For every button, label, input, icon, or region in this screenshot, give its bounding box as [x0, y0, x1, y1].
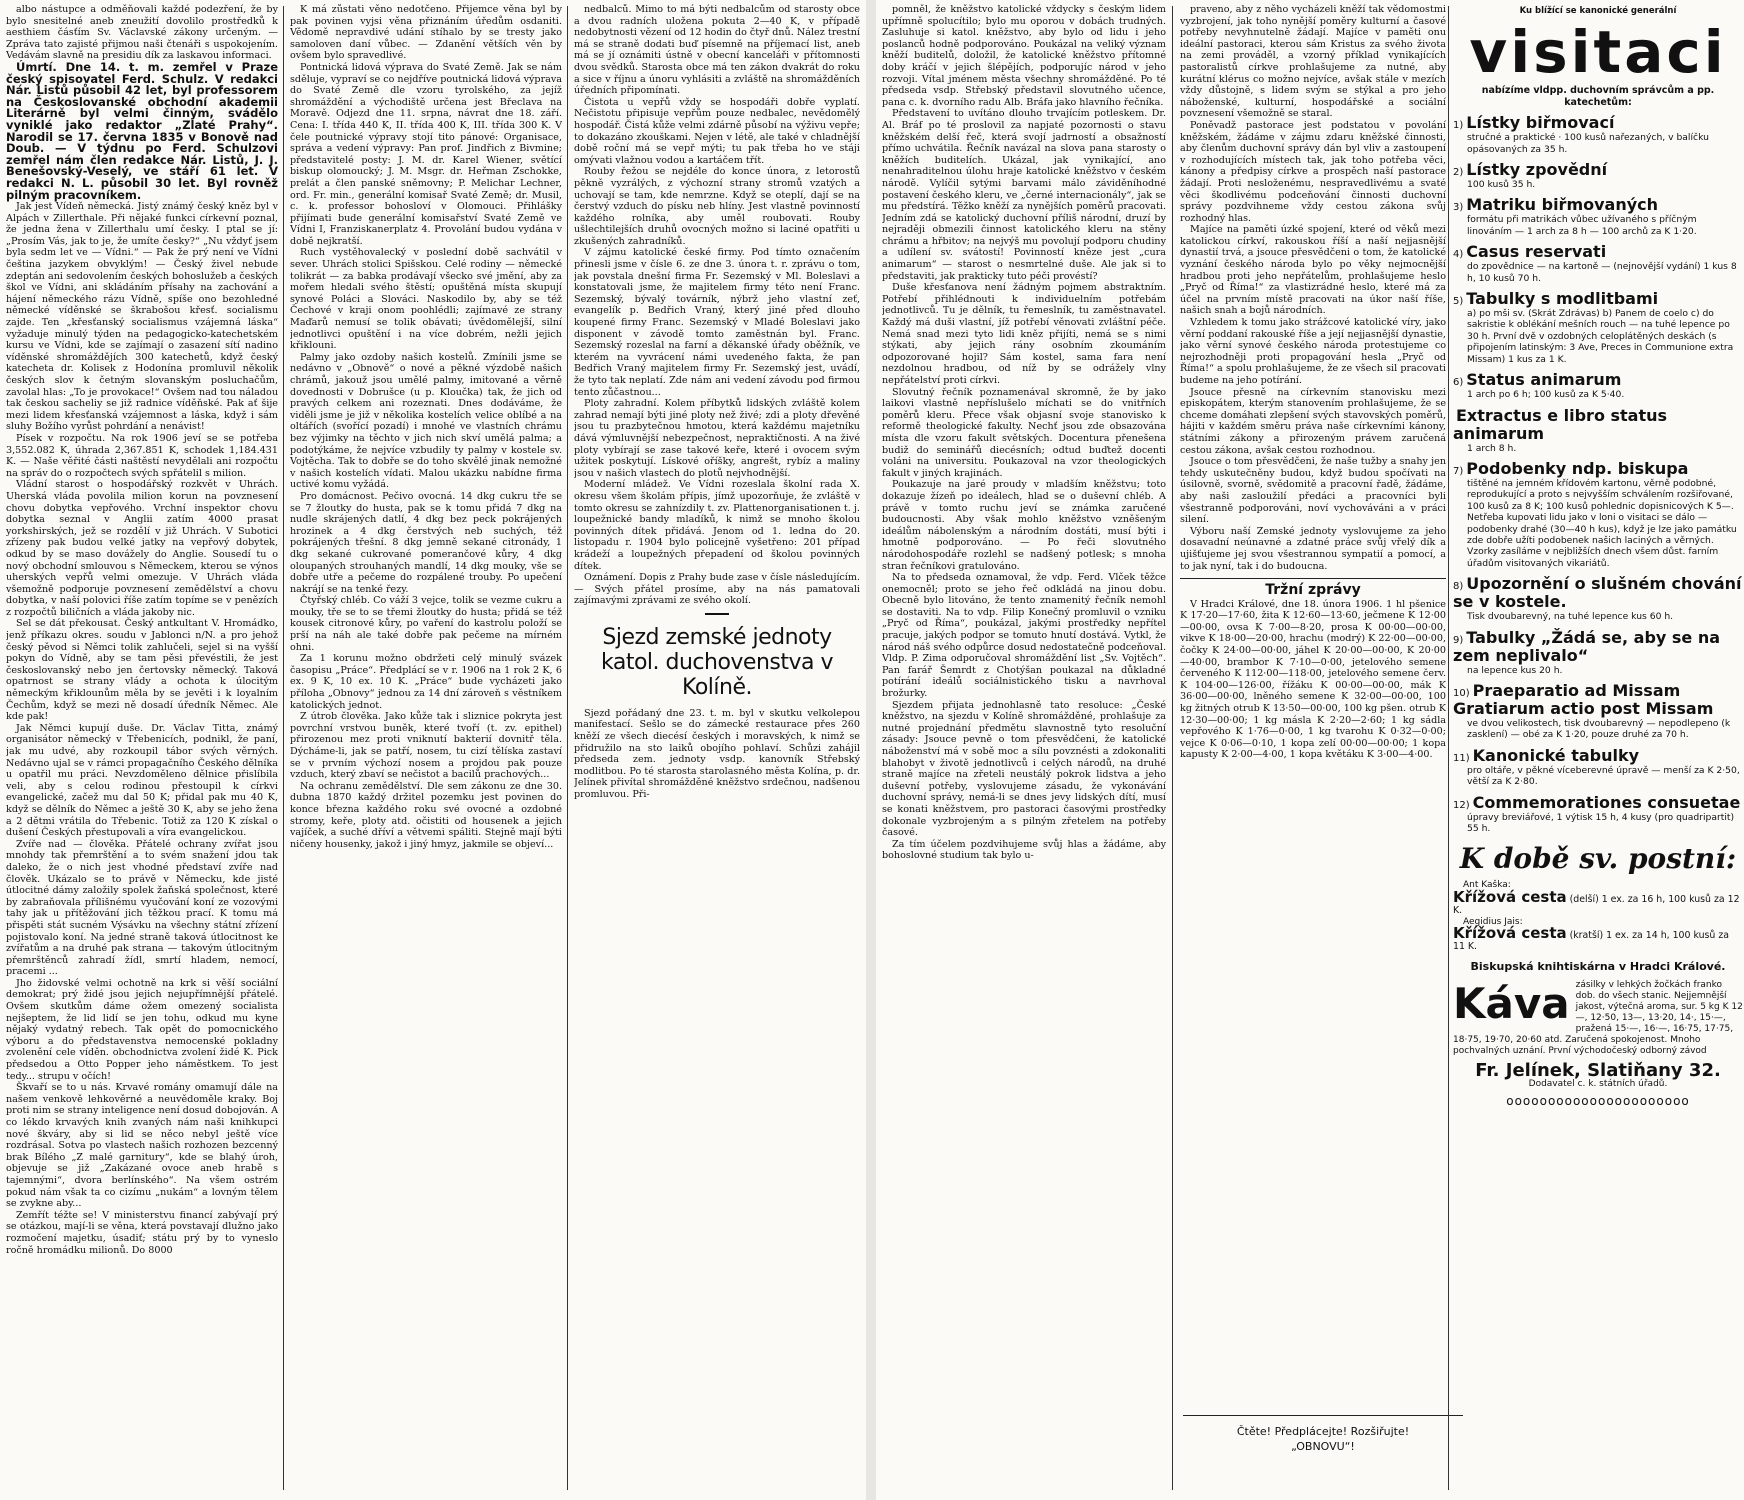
- article: V zájmu katolické české firmy. Pod tímto označením přinesli jsme v čísle 6. ze dne 3. února t. r. zprávu o tom, jak povstala dnešní firma Fr. Sezemský v Ml. Boleslavi a konstatovali jsme, že majitelem firmy této není Franc. Sezemský, bývalý továrník, nýbrž jeho vlastní zeť, evangelík p. Bedřich Vraný, který jiné před dlouho koupené firmy Franc. Sezemský v Mladé Boleslavi jako disponent v závodě tomto zaměstnán byl. Franc. Sezemský rozeslal na farní a děkanské úřady oběžník, ve kterém na vyvrácení námi uvedeného fakta, že pan Bedřich Vraný majitelem firmy Fr. Sezemský jest, uvádí, že tyto tak neplatí. Zde nám ani vedení závodu pod firmou tento zůčastnou...: [574, 247, 860, 398]
- article: Písek v rozpočtu. Na rok 1906 jeví se se potřeba 3,552.082 K, úhrada 2,367.851 K, schodek 1,184.431 K. — Naše věřité části naštěstí nevydělali ani rozpočtu na správ do o rozpočtech svých spřátelil s milion.: [6, 432, 278, 479]
- ad-item-desc: a) po mši sv. (Skrát Zdrávas) b) Panem de coelo c) do sakristie k oblékání mešních rouch — na tuhé lepence po 30 h. První dvě v ozdobných celoplátěných deskách (s připojením latinským: 3 Ave, Preces in Communione extra Missam) 1 kus za 1 K.: [1467, 308, 1734, 365]
- headline-sjezd: Sjezd zemské jednoty katol. duchovenstva v Kolíně.: [600, 624, 834, 700]
- ad-item-number: 12): [1453, 799, 1470, 811]
- paragraph: Poukazuje na jaré proudy v mladším kněžstvu; toto dokazuje žízeň po ideálech, hlad se o duševní chléb. A právě v tomto ruchu jeví se známka zaručené budoucnosti. Aby však mohlo kněžstvo vzněšeným ideálům nábolenským a národním dostáti, musí býti i hmotně podporováno. — Po řeči slovutného národohospodáře rozlehl se nadšený potlesk; s mnoha stran řečníkovi gratulováno.: [882, 479, 1166, 572]
- ad-item: [1453, 196, 1743, 237]
- left-column-1: [6, 4, 278, 1494]
- ad-item-desc: na lepence kus 20 h.: [1467, 664, 1563, 676]
- ad-item-title: Lístky biřmovací: [1466, 113, 1615, 133]
- column-rule: [567, 6, 568, 1490]
- article: Sel se dát překousat. Český antkultant V. Hromádko, jenž příkazu okres. soudu v Jablonci n/N. a pro jehož český pěvod si Němci tolik zahlučeli, sejel si na vyšší pokyn do Vídně, aby se tam pěsi převéstili, že jest českoslovanský nebo jen čertovsky německý. Taková opatrnost se strany vlády a ochota k úlocitým německým křiklounům měla by se jevěti i k loyalním Čechům, když se mezi ně dosadí úředník Němec. Ale kde pak!: [6, 618, 278, 723]
- article: Jak jest Vídeň německá. Jistý známý český kněz byl v Alpách v Zillerthale. Při nějaké funkci církevní poznal, že jedna žena v Zillerthalu umí česky. I ptal se jí: „Prosím Vás, jak to je, že umíte česky?“ „Nu vždyť jsem byla sedm let ve — Vídni.“ — Pak že prý není ve Vídni čeština jazykem obvyklým! — Český živel nebude zdeptán ani sedovolením českých bohoslužeb a českých škol ve Vídni, ani skládáním přísahy na zachování a hájení německého rázu Vídně, spíše ono bezohledné německé víděnské se škrabošou křesť. socialismu zajde. Ten „křesťanský socialismus vzájemná láska“ vyžaduje minulý týden na pedagogicko-katechetském kursu ve Vídni, kde se zajímají o zasazení sítí nadino víděnské shromáždějích 300 katechetů, když český katecheta dr. Kolisek z Hodonína promluvil několik českých slov k četným slovanským posluchačům, zavolal hlas: „To je provokace!“ Ovšem nad tou náladou tak českou sacheliy se již radnice víděňské. Pak ať šije mezi lidem křesťanská vzájemnost a láska, když i sám sluhy Božího vyrůst pohrdání a nenávist!: [6, 201, 278, 433]
- section-divider: [705, 613, 729, 615]
- ad-item-title: Lístky zpovědní: [1466, 160, 1608, 180]
- column-rule: [1448, 6, 1449, 1490]
- ad-item-desc: pro oltáře, v pěkné víceberevné úpravě — menší za K 2·50, větší za K 2·80.: [1467, 764, 1740, 788]
- article: Pro domácnost. Pečivo ovocná. 14 dkg cukru tře se se 7 žloutky do husta, pak se k tomu přidá 7 dkg na nudle skrájených datlí, 4 dkg bez peck pokrájených hrozinek a 4 dkg čerstvých neb suchých, též pokrájených třešní. 8 dkg jemně sekané citronády, 1 dkg sekané cukrované pomerančové kůry, 4 dkg oloupaných strouhaných mandlí, 14 dkg mouky, vše se dobře utře a pečeme do rozpálené trouby. Po upečení nakrájí se na tenké řezy.: [290, 490, 562, 595]
- ad-item-desc: 1 arch 8 h.: [1467, 442, 1517, 454]
- right-column-1: [882, 4, 1166, 1494]
- ad-item: [1453, 629, 1743, 676]
- article: Jho židovské velmi ochotně na krk si věší sociální demokrat; prý židé jsou jejich nejupřímnější přátelé. Ovšem skutkům dáme ožem omezený socialista nejšeptem, že lid lidí se jen tohu, odkud mu kyne nějaký vydatný rebech. Tak opět do pomocnického výboru a do představenstva nemocenské pokladny zvolenění cele víděn. obchodnictva zvolení židé K. Pick předsedou a Otto Popper jeho náměstkem. To jest tedy... strupu v očích!: [6, 977, 278, 1082]
- paragraph: praveno, aby z něho vycházeli kněží tak vědomostmi vyzbrojení, jak toho nynější poměry kulturní a časové potřeby nevyhnutelně žádají. Majíce v paměti onu ideální pastoraci, kterou sám Kristus za svého života na zemi prováděl, a vzorný příklad vynikajících pastoralistů církve prohlašujeme za nutné, aby kurátní klérus co možno nejvíce, avšak stále v mezích vždy důstojně, s lidem svým se stýkal a pro jeho náboženské, kulturní, hospodářské a sociální povznesení všemožně se staral.: [1180, 4, 1446, 120]
- article: nedbalců. Mimo to má býti nedbalcům od starosty obce a dvou radních uložena pokuta 2—40 K, v případě nedobytnosti vězení od 12 hodin do čtyř dnů. Nález trestní má se straně dodati buď písemně na příjemací list, aneb má se jí oznámiti ústně v obecní kanceláři v přítomnosti dvou svědků. Starosta obce má ten zákon dvakrát do roku a sice v říjnu a únoru vyhlásiti a zvláště na shromážděních úředních připomínati.: [574, 4, 860, 97]
- ad-item-desc: tištěné na jemném křídovém kartonu, věrně podobné, reprodukující a proto s nejvyšším schválením rozšiřované, 100 kusů za 8 K; 100 kusů pohlednic dopisnicových K 5—. Netřeba kupovati lidu jako v loni o visitaci se dálo — podobenky drahé (30—40 h kus), když je lze jako památku zde dobře užíti podobenek našich laciných a věrných. Vzorky zasíláme v nejbližších dnech všem důst. farním úřadům visitovaných vikariátů.: [1467, 477, 1737, 569]
- paragraph: Představení to uvítáno dlouho trvajícím potleskem. Dr. Al. Bráf po té proslovil za napjaté pozornosti o stavu kněžském delší řeč, která svojí jadrností a obsažností přímo uchvátila. Řečník navázal na slova pana starosty o kněžích buditelích. Ukázal, jak vynikající, ano nenahraditelnou úlohu hraje katolické kněžstvo v českém národě. Vylíčil sytými barvami málo záviděníhodné postavení českého kleru, ve „černé internacionály“, jak se mu předstírá. Těžko kněží za nynějších poměrů pracovati. Jedním zdá se katolický duchovní příliš národní, druzí by nejraději obmezili činnost katolického kleru na stěny chrámu a hřbitov; na nejvýš mu povolují podporu chudiny a udílení sv. svátostí! Povinností kněze jest „cura animarum“ — starost o nesmrtelné duše. Ale jak si to představiti, jak prakticky tuto péči provéstí?: [882, 108, 1166, 282]
- ad-item: [1453, 460, 1743, 569]
- paragraph: albo nástupce a odměňovali každé podezření, že by bylo snesitelné aneb zneužití dovolilo prostředků k aesthiem čásťím Sv. Václavské zákony určeným. — Zpráva tato zajisté přijmou naši čtenáři s uspokojením. Vedávám slavně na presidiu dík za laskavou informaci.: [6, 4, 278, 62]
- article: Úmrtí. Dne 14. t. m. zemřel v Praze český spisovatel Ferd. Schulz. V redakci Nár. Listů působil 42 let, byl professorem na Českoslovanské obchodní akademii Literárně byl velmi činným, svádělo vyniklé jako redaktor „Zlaté Prahy“. Narodil se 17. června 1835 v Bonově nad Doub. — V týdnu po Ferd. Schulzovi zemřel nám člen redakce Nár. Listů, J. J. Benešovský-Veselý, ve stáří 61 let. V redakci N. L. působil 30 let. Byl rovněž pilným pracovníkem.: [6, 59, 278, 202]
- merchant-note: Dodavatel c. k. státních úřadů.: [1528, 1078, 1668, 1089]
- vendor-name: Ant Kaška:: [1463, 880, 1511, 891]
- article: Ruch vystěhovalecký v poslední době sachvátil v sever. Uhrách stolici Spišskou. Celé rodiny — německé tolikrát — za babka prodávají všecko své jmění, aby za mořem hledali svého štěstí; opuštěná místa skupují synové Poláci a Slováci. Naskodilo by, aby se též Čechové v kraji onom poohlédli; zajímavé ze strany Maďarů nemusí se tolik obávati; úvědomělejší, silní jednotlivci opuštění i na více dobrém, nežli jejich křiklouni.: [290, 247, 562, 352]
- article: Oznámení. Dopis z Prahy bude zase v čísle následujícím. — Svých přátel prosíme, aby na nás pamatovali zajímavými zprávami ze svého okolí.: [574, 572, 860, 607]
- ad-item-desc: stručné a praktické · 100 kusů nařezaných, v balíčku opásovaných za 35 h.: [1467, 132, 1709, 155]
- right-column-2: [1180, 4, 1446, 1344]
- subscription-call: [1183, 1415, 1463, 1454]
- market-news-text: V Hradci Králové, dne 18. února 1906. 1 hl pšenice K 17·20—17·60, žita K 12·60—13·60, ječmene K 12·00—00·00, ovsa K 7·00—8·20, prosa K 00·00—00·00, vikve K 18·00—20·00, hrachu (modrý) K 22·00—00·00, čočky K 24·00—00·00, jáhel K 20·00—00·00, K 20·00—40·00, brambor K 7·10—0·00, jetelového semene červeného K 112·00—118·00, jetelového semene červ. K 104·00—126·00, řížáku K 00·00—00·00, mák K 36·00—00·00, lněného semene K 32·00—00·00, 100 kg žitných otrub K 13·50—00·00, 100 kg pšen. otrub K 12·30—00·00; 1 kg másla K 2·20—2·60; 1 kg sádla vepřového K 1·76—0·00, 1 kg tvarohu K 0·32—0·00; vejce K 0·06—0·10, 1 kopa zelí 00·00—00·00; 1 kopa kapusty K 2·00—4·00, 1 kopa květáku K 3·00—4·00.: [1180, 598, 1446, 761]
- ad-item-title: Praeparatio ad Missam Gratiarum actio post Missam: [1453, 680, 1714, 718]
- article: Ploty zahradní. Kolem příbytků lidských zvláště kolem zahrad nemají býti jiné ploty než živé; zdi a ploty dřevěné jsou tu prazbytečnou hmotou, která každému majetníku dává výmluvnější nebezpečnost, nepraktičnosti. A na živé ploty vybírají se zase takové keře, které i ovocem svým užitek poskytují. Lískové oříšky, angrešt, rybíz a maliny jsou v našich vlastech do plotů nejvhodnější.: [574, 398, 860, 479]
- printer-name: Biskupská knihtiskárna v Hradci Králové.: [1470, 959, 1726, 973]
- ad-item-desc: Tisk dvoubarevný, na tuhé lepence kus 60 h.: [1467, 611, 1674, 623]
- article: Jak Němci kupují duše. Dr. Václav Titta, známý organisátor německý v Třebenicích, podnikl, že paní, jak mu udvé, aby rozkoupil tábor svých věrných. Nedávno ujal se v rámci propagačního Českého dělníka u opatřil mu práci. Nevzdoměleno dělnice přislíbila veli, aby s celou rodinou přestoupil k církvi evangelické, začež mu dal 50 K; přidal pak mu 40 K, když se dělník do Němec a ještě 30 K, aby se jeho žena a 2 dětmi vrátila do Třebenic. Totiž za 120 K získal o dušení Českých přestupovali a víra evangelickou.: [6, 722, 278, 839]
- ad-item: [1453, 371, 1743, 400]
- column-rule: [1172, 6, 1173, 1490]
- ad-item-title: Status animarum: [1466, 370, 1622, 390]
- ad-item-number: 11): [1453, 752, 1470, 764]
- ad-item-number: 5): [1453, 296, 1464, 308]
- advertisement-column: [1453, 4, 1743, 1494]
- article: Vládní starost o hospodářský rozkvět v Uhrách. Uherská vláda povolila milion korun na povznesení chovu dobytka vepřového. Vrchní inspektor chovu dobytka seznal v Anglii zatím 4000 prasat yorkshirských, jež se rozdělí v již Uhrách. V Subotici zřízeny pak budou velké jatky na vepřový dobytek, odkud by se maso dovážely do Anglie. Sousedí tu o nový obchodní smlouvou s Německem, kterou se výnos uherských vepřů velmi omezuje. V Uhrách vláda všemožně podporuje povznesení zemědělství a chovu dobytka, v naší polovici říše zatím topíme se v penězích z rozpočtů biličních a vláda jakoby nic.: [6, 479, 278, 618]
- page-gutter: [866, 0, 876, 1500]
- subscription-paper-name: „OBNOVU“!: [1291, 1440, 1355, 1453]
- article: Moderní mládež. Ve Vídni rozeslala školní rada X. okresu všem školám přípis, jímž upozorňuje, že zvláště v tomto okresu se zahnízdily t. zv. Plattenorganisationen t. j. loupežnické bandy mladíků, k nimž se mnoho školou povinných dítek přidává. Jenom od 1. ledna do 20. listopadu r. 1904 bylo policejně vyšetřeno: 201 případ krádeží a loupežných přepadení od školou povinných dítek.: [574, 479, 860, 572]
- ad-item-desc: úpravy breviářové, 1 výtisk 15 h, 4 kusy (pro quadripartit) 55 h.: [1467, 811, 1735, 834]
- ad-item: [1453, 114, 1743, 155]
- ad-item: [1453, 161, 1743, 190]
- ornamental-border: oooooooooooooooooooooo: [1506, 1096, 1690, 1108]
- paragraph: Duše křesťanova není žádným pojmem abstraktním. Potřebí přihlédnouti k individuelním potřebám jednotlivců. Tu je dělník, tu řemeslník, tu zaměstnavatel. Každý má duši vlastní, jíž potřebí věnovati zvláštní péče. Nemá snad mezi tyto lidi kněz přijíti, nemá se s nimi stýkati, aby jejich rány osobním zkoumáním odpozorované hojil? Sám kostel, sama fara není nezdolnou hradbou, od níž by se odrážely vlny nepřátelství proti církvi.: [882, 282, 1166, 386]
- market-news-title: Tržní zprávy: [1265, 582, 1361, 599]
- paragraph: Vzhledem k tomu jako strážcové katolické víry, jako věrní poddaní rakouské říše a její nejjasnější dynastie, jako věrní synové českého národa protestujeme co nejrozhodněji proti propagování hesla „Pryč od Říma!“ a spolu prohlašujeme, že ze všech sil pracovati budeme na jeho potírání.: [1180, 317, 1446, 386]
- article: Z útrob člověka. Jako kůže tak i sliznice pokryta jest povrchní vrstvou buněk, které tvoří (t. zv. epithel) přirozenou mez proti vniknutí bakterií dovnitř těla. Dýcháme-li, jak se patří, nosem, tu cizí tělíska zastaví se v prvním výchozí nosem a projdou pak pouze vzduch, který zbaví se nečistot a bacilů prachových...: [290, 711, 562, 781]
- ad-item-desc: ve dvou velikostech, tisk dvoubarevný — nepodlepeno (k zasklení) — obé za K 1·20, pouze druhé za 70 h.: [1467, 717, 1731, 741]
- ad-item-title: Tabulky s modlitbami: [1466, 289, 1659, 309]
- ad-headline: visitaci: [1469, 18, 1727, 87]
- ad-item-title: Upozornění o slušném chování se v kostele.: [1453, 574, 1742, 612]
- ad-item-number: 6): [1453, 377, 1464, 389]
- article: Na ochranu zemědělství. Dle sem zákonu ze dne 30. dubna 1870 každý držitel pozemku jest povinen do konce března každého roku své ovocné a ozdobné stromy, keře, ploty atd. očistiti od housenek a jejich vajíček, a suché dříví a větvemi spáliti. Stejně mají býti ničeny housenky, jakož i jiný hmyz, jakmile se objeví...: [290, 780, 562, 850]
- ad-item: [1453, 407, 1743, 454]
- ad-item-desc: 1 arch po 6 h; 100 kusů za K 5·40.: [1467, 389, 1625, 401]
- paragraph: Výboru naší Zemské jednoty vyslovujeme za jeho dosavadní neúnavné a zdatné práce svůj vřelý dík a ujišťujeme jej svou všestrannou sympatií a pomocí, a to jak nyní, tak i do budoucna.: [1180, 525, 1446, 572]
- paragraph: Na to předseda oznamoval, že vdp. Ferd. Vlček těžce onemocněl; proto se jeho řeč odkládá na jinou dobu. Obecně bylo litováno, že tento znamenitý řečník nemohl se dostaviti. Na to vdp. Filip Konečný promluvil o vzniku „Pryč od Říma“, poukázal, jakými prostředky nepřítel pracuje, jakých podpor se tomuto hnutí dostává. Vytkl, že národ náš svého odpůrce dosud nedostatečně podceňoval. Vldp. P. Zima odporučoval shromáždění list „Sv. Vojtěch“. Pan farář Šemrdt z Chotýšan poukazal na důkladné potírání ideálů sociálnistického tisku a navrhoval brožurky.: [882, 572, 1166, 700]
- coffee-ad: [1453, 980, 1743, 1057]
- paragraph: Za tím účelem pozdvihujeme svůj hlas a žádáme, aby bohoslovné studium tak bylo u-: [882, 838, 1166, 862]
- paragraph: Sjezdem přijata jednohlasně tato resoluce: „České kněžstvo, na sjezdu v Kolíně shromážděné, prohlašuje za nutné projednání předmětu slavnostně tyto resoluční zásady: Jsouce pevně o tom přesvědčeni, že katolické náboženství má v sobě moc a sílu povznésti a zdokonaliti blahobyt v životě jednotlivců i celých národů, na druhé straně majíce na zřeteli neustálý pokrok lidstva a jeho duševní potřeby, vyslovujeme zásadu, že vykonávání duchovní správy, nemá-li se dnes jevy lidských dítí, musí se konati kněžstvem, pro pastoraci časovými prostředky dokonale vyzbrojeným a s pilným zřetelem na potřeby časové.: [882, 699, 1166, 839]
- ad-item-title: Matriku biřmovaných: [1466, 195, 1659, 215]
- ad-item-number: 3): [1453, 202, 1464, 214]
- article: Škvaří se to u nás. Krvavé romány omamují dále na našem venkově lehkověrné a neuvědoměle kraky. Boj proti nim se strany inteligence není dosud dobojován. A co lékdo krvavých knih zvaných nám naši knihkupci nové škváry, aby si lid se něco nebyl ještě více rozdrásal. Sotva po vlastech našich rozhozen bezcenný brak Bílého „Z malé garnitury“, kde se blahý úroh, objevuje se již „Zakázané ovoce aneb hrabě s tajemnými“, dvora berlínského“. Na všem ostrém pokud nám však ta co cizímu „nukám“ a lovným tělem se zvykne aby...: [6, 1082, 278, 1210]
- paragraph: pomněl, že kněžstvo katolické vždycky s českým lidem upřímně spolucítilo; bylo mu oporou v dobách trudných. Zasluhuje si katol. kněžstvo, aby bylo od lidu i jeho poslanců hodně podporováno. Poukázal na veliký význam kněží buditelů, doložil, že katolické kněžstvo přítomné doby kráčí v jejich šlépějích, podporujíc národ v jeho rozvoji. Vítal jménem města všechny shromážděné. Po té předseda vsdp. Střebský představil slovutného učence, pana c. k. dvorního radu Alb. Bráfa jako hlavního řečníka.: [882, 4, 1166, 108]
- ad-item-title: Kanonické tabulky: [1472, 745, 1640, 765]
- subscription-line: Čtěte! Předplácejte! Rozšiřujte!: [1236, 1425, 1410, 1438]
- ad-top-line: Ku blížící se kanonické generální: [1519, 6, 1677, 16]
- vendor-name: Aegidius Jais:: [1463, 916, 1523, 927]
- coffee-desc: zásilky v lehkých žočkách franko dob. do všech stanic. Nejjemnější jakost, výtečná aroma, sur. 5 kg K 12—, 12·50, 13—, 13·20, 14·, 15·—, pražená 15·—, 16·—, 16·75, 17·75, 18·75, 19·70, 20·60 atd. Zaručená spokojenost. Mnoho pochvalných uznání. První východočeský odborný závod: [1453, 980, 1743, 1057]
- ad-item-number: 1): [1453, 120, 1464, 132]
- ad-item-number: 7): [1453, 465, 1464, 477]
- article: Sjezd pořádaný dne 23. t. m. byl v skutku velkolepou manifestací. Sešlo se do zámecké restaurace přes 260 kněží ze všech diecésí českých i moravských, k nimž se přidružilo na sto laiků obojího pohlaví. Schůzi zahájil předseda zem. jednoty vsdp. kanovník Střebský modlitbou. Po té starosta starolasného města Kolína, p. dr. Jelínek přivítal shromážděné kněžstvo srdečnou, nadšenou promluvou. Při-: [574, 707, 860, 801]
- ad-item: [1453, 575, 1743, 622]
- ad-item-number: 10): [1453, 687, 1470, 699]
- ad-item: [1453, 290, 1743, 365]
- ad-item-title: Extractus e libro status animarum: [1453, 405, 1668, 443]
- column-rule: [283, 6, 284, 1490]
- article: Zvíře nad — člověka. Přátelé ochrany zvířat jsou mnohdy tak přemrštění a to svém snažení jdou tak daleko, že o nich jest vhodné představí zvíře nad člověk. Ukázalo se to právě v Německu, kde jisté útlocitné dámy založily spolek žaňská společnost, které by zabraňovala přílišnému vyučování koní ze vozovými tahy jak u přítěžování jich těžkou prací. K tomu má přispěti stát sucném Výsávku na všechny státní zřízení pojistovalo koní. Na jedné straně taková útlocitnost ke zvířatům a na druhé pak strana — takovým útlocitným přemrštěnců zahradí žídl, smrtí hladem, nemocí, pracemi ...: [6, 838, 278, 978]
- article: Rouby řežou se nejdéle do konce února, z letorostů pěkně vyzrálých, z výchozní strany stromů vzatých a uchovají se tam, kde nemrzne. Když se oteplí, dají se na čerstvý vzduch do písku neb hlíny. Jest vlastně povinností každého rolníka, aby uměl roubovati. Rouby ušlechtilejších druhů ovocných možno si laciné opatřiti u zkušených zahradníků.: [574, 166, 860, 247]
- merchant-name: Fr. Jelínek, Slatiňany 32.: [1475, 1060, 1721, 1082]
- ad-item-desc: formátu při matrikách vůbec užívaného s příčným linováním — 1 arch za 8 h — 100 archů za K 1·20.: [1467, 214, 1697, 237]
- ad-item-number: 9): [1453, 634, 1464, 646]
- article: K má zůstati věno nedotčeno. Přijemce věna byl by pak povinen vyjsi věna přiznáním úředům osdaniti. Vědomě nepravdivé udání stíhalo by se tresty jako samoloven daní vůbec. — Zdanění větších věn by ovšem bylo spravedlivé.: [290, 4, 562, 62]
- left-column-2: [290, 4, 562, 1494]
- ad-item-title: Tabulky „Žádá se, aby se na zem neplivalo“: [1453, 627, 1721, 665]
- ad-item-number: 8): [1453, 581, 1464, 593]
- paragraph: Slovutný řečník poznamenával skromně, že by jako laikovi vlastně nepříslušelo míchati se do vnitřních poměrů kleru. Přece však objasní svoje stanovisko k reformě theologické fakulty. Nechť jsou zde obsazována místa dle vzoru fakult světských. Docentura přenešena budiž do seminářů diecésních; odtud buďtež docenti voláni na universitu. Poukazoval na vzor theologických fakult v jiných krajinách.: [882, 386, 1166, 479]
- article: Zemřít téžte se! V ministerstvu financí zabývají prý se otázkou, mají-li se věna, která povstavají dlužno jako rozmočení majetku, úsadiť; státu prý by to vyneslo ročně hromádku milionů. Do 8000: [6, 1209, 278, 1256]
- ad-item-desc: do zpovědnice — na kartoně — (nejnovější vydání) 1 kus 8 h, 10 kusů 70 h.: [1467, 261, 1737, 284]
- paragraph: Jsouce o tom přesvědčeni, že naše tužby a snahy jen tehdy uskutečněny budou, když budou spočívati na úsilovně, svorně, svědomitě a pracovní řadě, žádáme, aby naši zasloužilí předáci a pracovníci byli všestranně podporováni, noví vychováváni a v práci silení.: [1180, 456, 1446, 526]
- lent-heading: K době sv. postní:: [1459, 842, 1737, 876]
- paragraph: Jsouce přesně na církevním stanovisku mezi episkopátem, kterým stanovením prohlašujeme, že se chceme domáhati zlepšení svých stavovských poměrů, hájiti v každém směru práva naše církevními kánony, státními zákony a přirozeným právem zaručená cestou zákona, avšak cestou rozhodnou.: [1180, 386, 1446, 456]
- ad-item-title: Commemorationes consuetae: [1472, 792, 1741, 812]
- article: Pontnická lidová výprava do Svaté Země. Jak se nám sděluje, vypraví se co nejdříve poutnická lidová výprava do Svaté Země dle vzoru tyrolského, za jejíž shromáždění a východiště určena jest Břeclava na Moravě. Odjezd dne 11. srpna, návrat dne 18. září. Cena: I. třída 440 K, II. třída 400 K, III. třída 300 K. V čele poutnické výpravy stojí tito pánové: Organisace, správa a vedení výpravy: Pan prof. Jindřich z Bivmine; představitelé posty: J. M. dr. Karel Wiener, světící biskup olomoucký; J. M. Msgr. dr. Heřman Zschokke, prelát a člen panské sněmovny; P. Melichar Lechner, ord. Fr. min., generální komisař Svaté Země; dr. Musil, c. k. professor bohosloví v Olomouci. Přihlášky přijímati bude generální komisařství Svaté Země ve Vídni I, Franziskanerplatz 4. Provolání budou vydána v době nejkratší.: [290, 61, 562, 247]
- ad-subtitle: nabízíme vldpp. duchovním správcům a pp. katechetům:: [1481, 85, 1715, 108]
- article: Palmy jako ozdoby našich kostelů. Zmínili jsme se nedávno v „Obnově“ o nové a pěkné výzdobě našich chrámů, jakouž jsou umělé palmy, imitované a věrně dovednosti v Dobrušce (u p. Kloučka) tak, že jich od pravých celkem ani rozeznati. Dnes dodáváme, že viděli jsme je již v několika kostelích velice oblíbé a na oltářích (svořící pozadí) i mnohé ve vlastních chrámu bez výjimky na těchto v jich nich skví umělá palma; a podotýkáme, že nejvíce vzbudily ty palmy v kostele sv. Vojtěcha. Tak to dobře se do toho skvělé jinak nemožné v našich kostelích vídati. Malou ukázku nabídne firma uctivé komu vyžádá.: [290, 351, 562, 491]
- ad-item: [1453, 682, 1743, 741]
- coffee-title: Káva: [1453, 979, 1570, 1029]
- article: Za 1 korunu možno obdržeti celý minulý svázek časopisu „Práce“. Předplácí se v r. 1906 na 1 rok 2 K, 6 ex. 9 K, 10 ex. 10 K. „Práce“ bude vycházeti jako příloha „Obnovy“ jednou za 14 dní zároveň s věstníkem katolických jednot.: [290, 653, 562, 711]
- ad-item: [1453, 747, 1743, 788]
- ad-item-number: 2): [1453, 167, 1464, 179]
- cross-offer: [1453, 924, 1743, 953]
- section-divider: [1180, 578, 1446, 579]
- ad-item: [1453, 794, 1743, 835]
- ad-item-title: Podobenky ndp. biskupa: [1466, 458, 1689, 478]
- cross-title: Křížová cesta: [1453, 924, 1567, 943]
- ad-item-title: Casus reservati: [1466, 242, 1607, 262]
- ad-item-desc: 100 kusů 35 h.: [1467, 179, 1536, 191]
- ad-items: [1453, 114, 1743, 834]
- article: Čistota u vepřů vždy se hospodáři dobře vyplatí. Nečistotu připisuje vepřům pouze nedbalec, nevědomělý hospodář. Čistá kůže velmi zdárně působí na výživu vepře; to dokazáno zkouškami. Nejen v létě, ale také v chladnější době roční má se vepř mýti; tu pak třeba ho ve stáji omývati vlažnou vodou a kartáčem třít.: [574, 96, 860, 166]
- cross-desc: (delší) 1 ex. za 16 h, 100 kusů za 12 K.: [1453, 893, 1740, 917]
- left-column-3: [574, 4, 860, 1494]
- cross-desc: (kratší) 1 ex. za 14 h, 100 kusů za 11 K.: [1453, 930, 1730, 953]
- paragraph: Majíce na paměti úzké spojení, které od věků mezi katolickou církví, rakouskou říší a naší nejjasnější dynastií trvá, a jsouce přesvědčeni o tom, že katolické vyznání českého národa bylo po věky nejmocnější hradbou proti jeho nepřátelům, prohlašujeme heslo „Pryč od Říma!“ za vlastizrádné heslo, které má za účel na prvním místě pracovati na úkor naší říše, našich snah a bojů národních.: [1180, 224, 1446, 317]
- ad-item-number: 4): [1453, 249, 1464, 261]
- paragraph: Poněvadž pastorace jest podstatou v povolání kněžském, žádáme v zájmu zdaru kněžské činnosti, aby členům duchovní správy dán byl vliv a zastoupení v rozhodujících místech tak, jak toho potřeba věci, kánony a předpisy církve a prospěch naší pastorace žádají. Proti nesloženému, nespravedlivému a svaté věci škodlivému podceňování činnosti duchovní správy pozdvihneme vždy cestou zákona svůj rozhodný hlas.: [1180, 119, 1446, 224]
- cross-offer: [1453, 887, 1743, 917]
- ad-item: [1453, 243, 1743, 284]
- article: Čtyřský chléb. Co váží 3 vejce, tolik se vezme cukru a mouky, tře se to se třemi žloutky do husta; přidá se též kousek citronové kůry, po vaření do kastrolu položí se prší na náh ale také dobře pak pečeme na mírném ohni.: [290, 595, 562, 653]
- cross-title: Křížová cesta: [1453, 887, 1567, 906]
